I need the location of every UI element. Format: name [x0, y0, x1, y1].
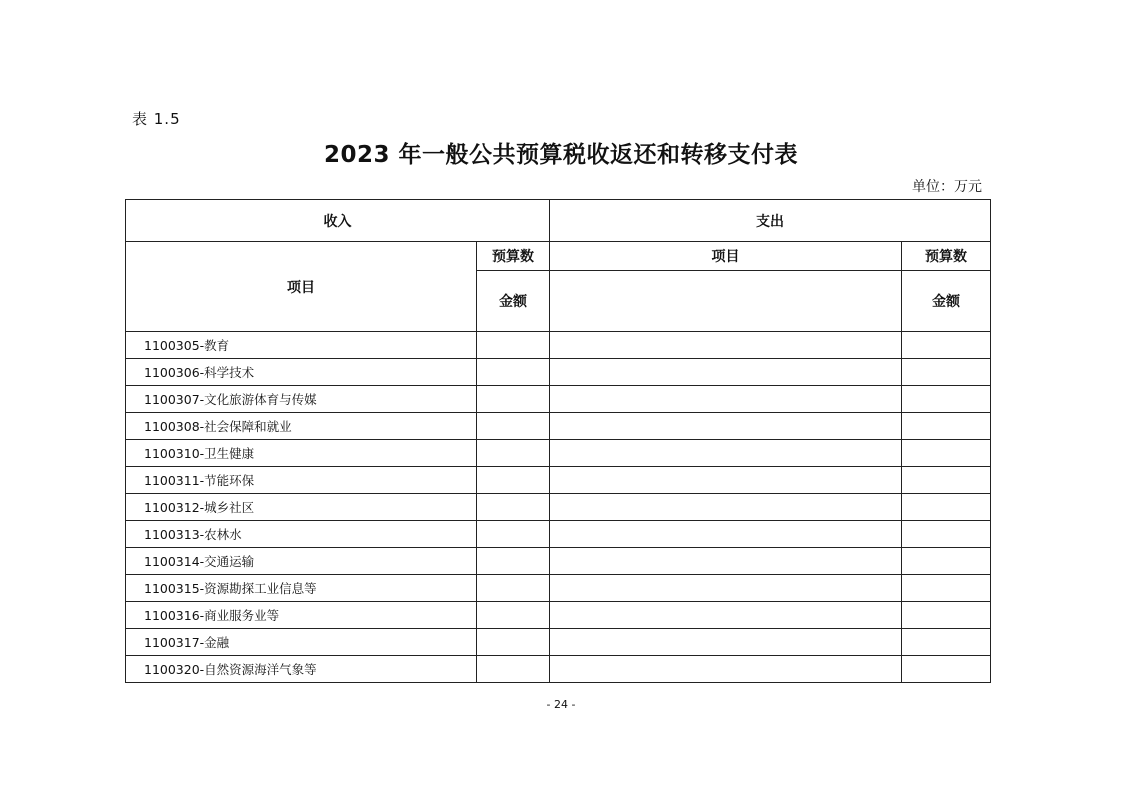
expense-amount-cell — [902, 386, 991, 413]
income-item-header: 项目 — [126, 242, 477, 332]
expense-item-cell — [550, 656, 902, 683]
expense-item-cell — [550, 575, 902, 602]
expense-item-cell — [550, 386, 902, 413]
income-amount-cell — [477, 629, 550, 656]
expense-item-cell — [550, 413, 902, 440]
budget-table — [125, 199, 991, 683]
expense-budget-count-header: 预算数 — [902, 242, 991, 271]
income-amount-cell — [477, 332, 550, 359]
expense-amount-header: 金额 — [902, 271, 991, 332]
table-row — [126, 602, 991, 629]
column-header-row — [126, 242, 991, 271]
income-item-cell: 1100305-教育 — [126, 332, 477, 359]
income-item-cell: 1100313-农林水 — [126, 521, 477, 548]
expense-amount-cell — [902, 575, 991, 602]
section-header-row — [126, 200, 991, 242]
expense-item-header: 项目 — [550, 242, 902, 271]
expense-amount-cell — [902, 494, 991, 521]
table-row — [126, 359, 991, 386]
income-amount-cell — [477, 521, 550, 548]
expense-item-cell — [550, 548, 902, 575]
income-item-cell: 1100315-资源勘探工业信息等 — [126, 575, 477, 602]
income-item-cell: 1100310-卫生健康 — [126, 440, 477, 467]
table-row — [126, 548, 991, 575]
table-row — [126, 494, 991, 521]
income-item-cell: 1100308-社会保障和就业 — [126, 413, 477, 440]
table-row — [126, 629, 991, 656]
income-item-cell: 1100306-科学技术 — [126, 359, 477, 386]
table-row — [126, 413, 991, 440]
expense-amount-cell — [902, 629, 991, 656]
income-amount-cell — [477, 440, 550, 467]
income-amount-cell — [477, 494, 550, 521]
income-amount-header: 金额 — [477, 271, 550, 332]
expense-amount-cell — [902, 440, 991, 467]
expense-amount-cell — [902, 521, 991, 548]
income-amount-cell — [477, 359, 550, 386]
income-budget-count-header: 预算数 — [477, 242, 550, 271]
budget-table-body — [126, 200, 991, 683]
table-row — [126, 575, 991, 602]
table-row — [126, 521, 991, 548]
income-amount-cell — [477, 413, 550, 440]
income-item-cell: 1100317-金融 — [126, 629, 477, 656]
table-row — [126, 467, 991, 494]
income-amount-cell — [477, 467, 550, 494]
expense-item-cell — [550, 359, 902, 386]
expense-amount-cell — [902, 359, 991, 386]
expense-amount-cell — [902, 656, 991, 683]
expense-amount-cell — [902, 548, 991, 575]
expense-amount-cell — [902, 467, 991, 494]
income-amount-cell — [477, 602, 550, 629]
income-amount-cell — [477, 575, 550, 602]
income-header: 收入 — [126, 200, 550, 242]
income-item-cell: 1100307-文化旅游体育与传媒 — [126, 386, 477, 413]
income-amount-cell — [477, 548, 550, 575]
expense-amount-cell — [902, 602, 991, 629]
income-item-cell: 1100320-自然资源海洋气象等 — [126, 656, 477, 683]
expense-amount-cell — [902, 413, 991, 440]
table-row — [126, 656, 991, 683]
expense-item-subheader-empty — [550, 271, 902, 332]
table-row — [126, 332, 991, 359]
expense-item-cell — [550, 494, 902, 521]
unit-label: 单位：万元 — [912, 179, 982, 195]
income-item-cell: 1100314-交通运输 — [126, 548, 477, 575]
expense-item-cell — [550, 521, 902, 548]
income-item-cell: 1100311-节能环保 — [126, 467, 477, 494]
income-amount-cell — [477, 656, 550, 683]
expense-item-cell — [550, 467, 902, 494]
table-label: 表 1.5 — [132, 110, 181, 128]
income-item-cell: 1100316-商业服务业等 — [126, 602, 477, 629]
income-item-cell: 1100312-城乡社区 — [126, 494, 477, 521]
table-row — [126, 386, 991, 413]
table-row — [126, 440, 991, 467]
expense-item-cell — [550, 629, 902, 656]
expense-amount-cell — [902, 332, 991, 359]
expense-item-cell — [550, 602, 902, 629]
page-title: 2023 年一般公共预算税收返还和转移支付表 — [323, 142, 799, 168]
expense-item-cell — [550, 440, 902, 467]
expense-item-cell — [550, 332, 902, 359]
page-number: - 24 - — [546, 698, 576, 711]
income-amount-cell — [477, 386, 550, 413]
expense-header: 支出 — [550, 200, 991, 242]
